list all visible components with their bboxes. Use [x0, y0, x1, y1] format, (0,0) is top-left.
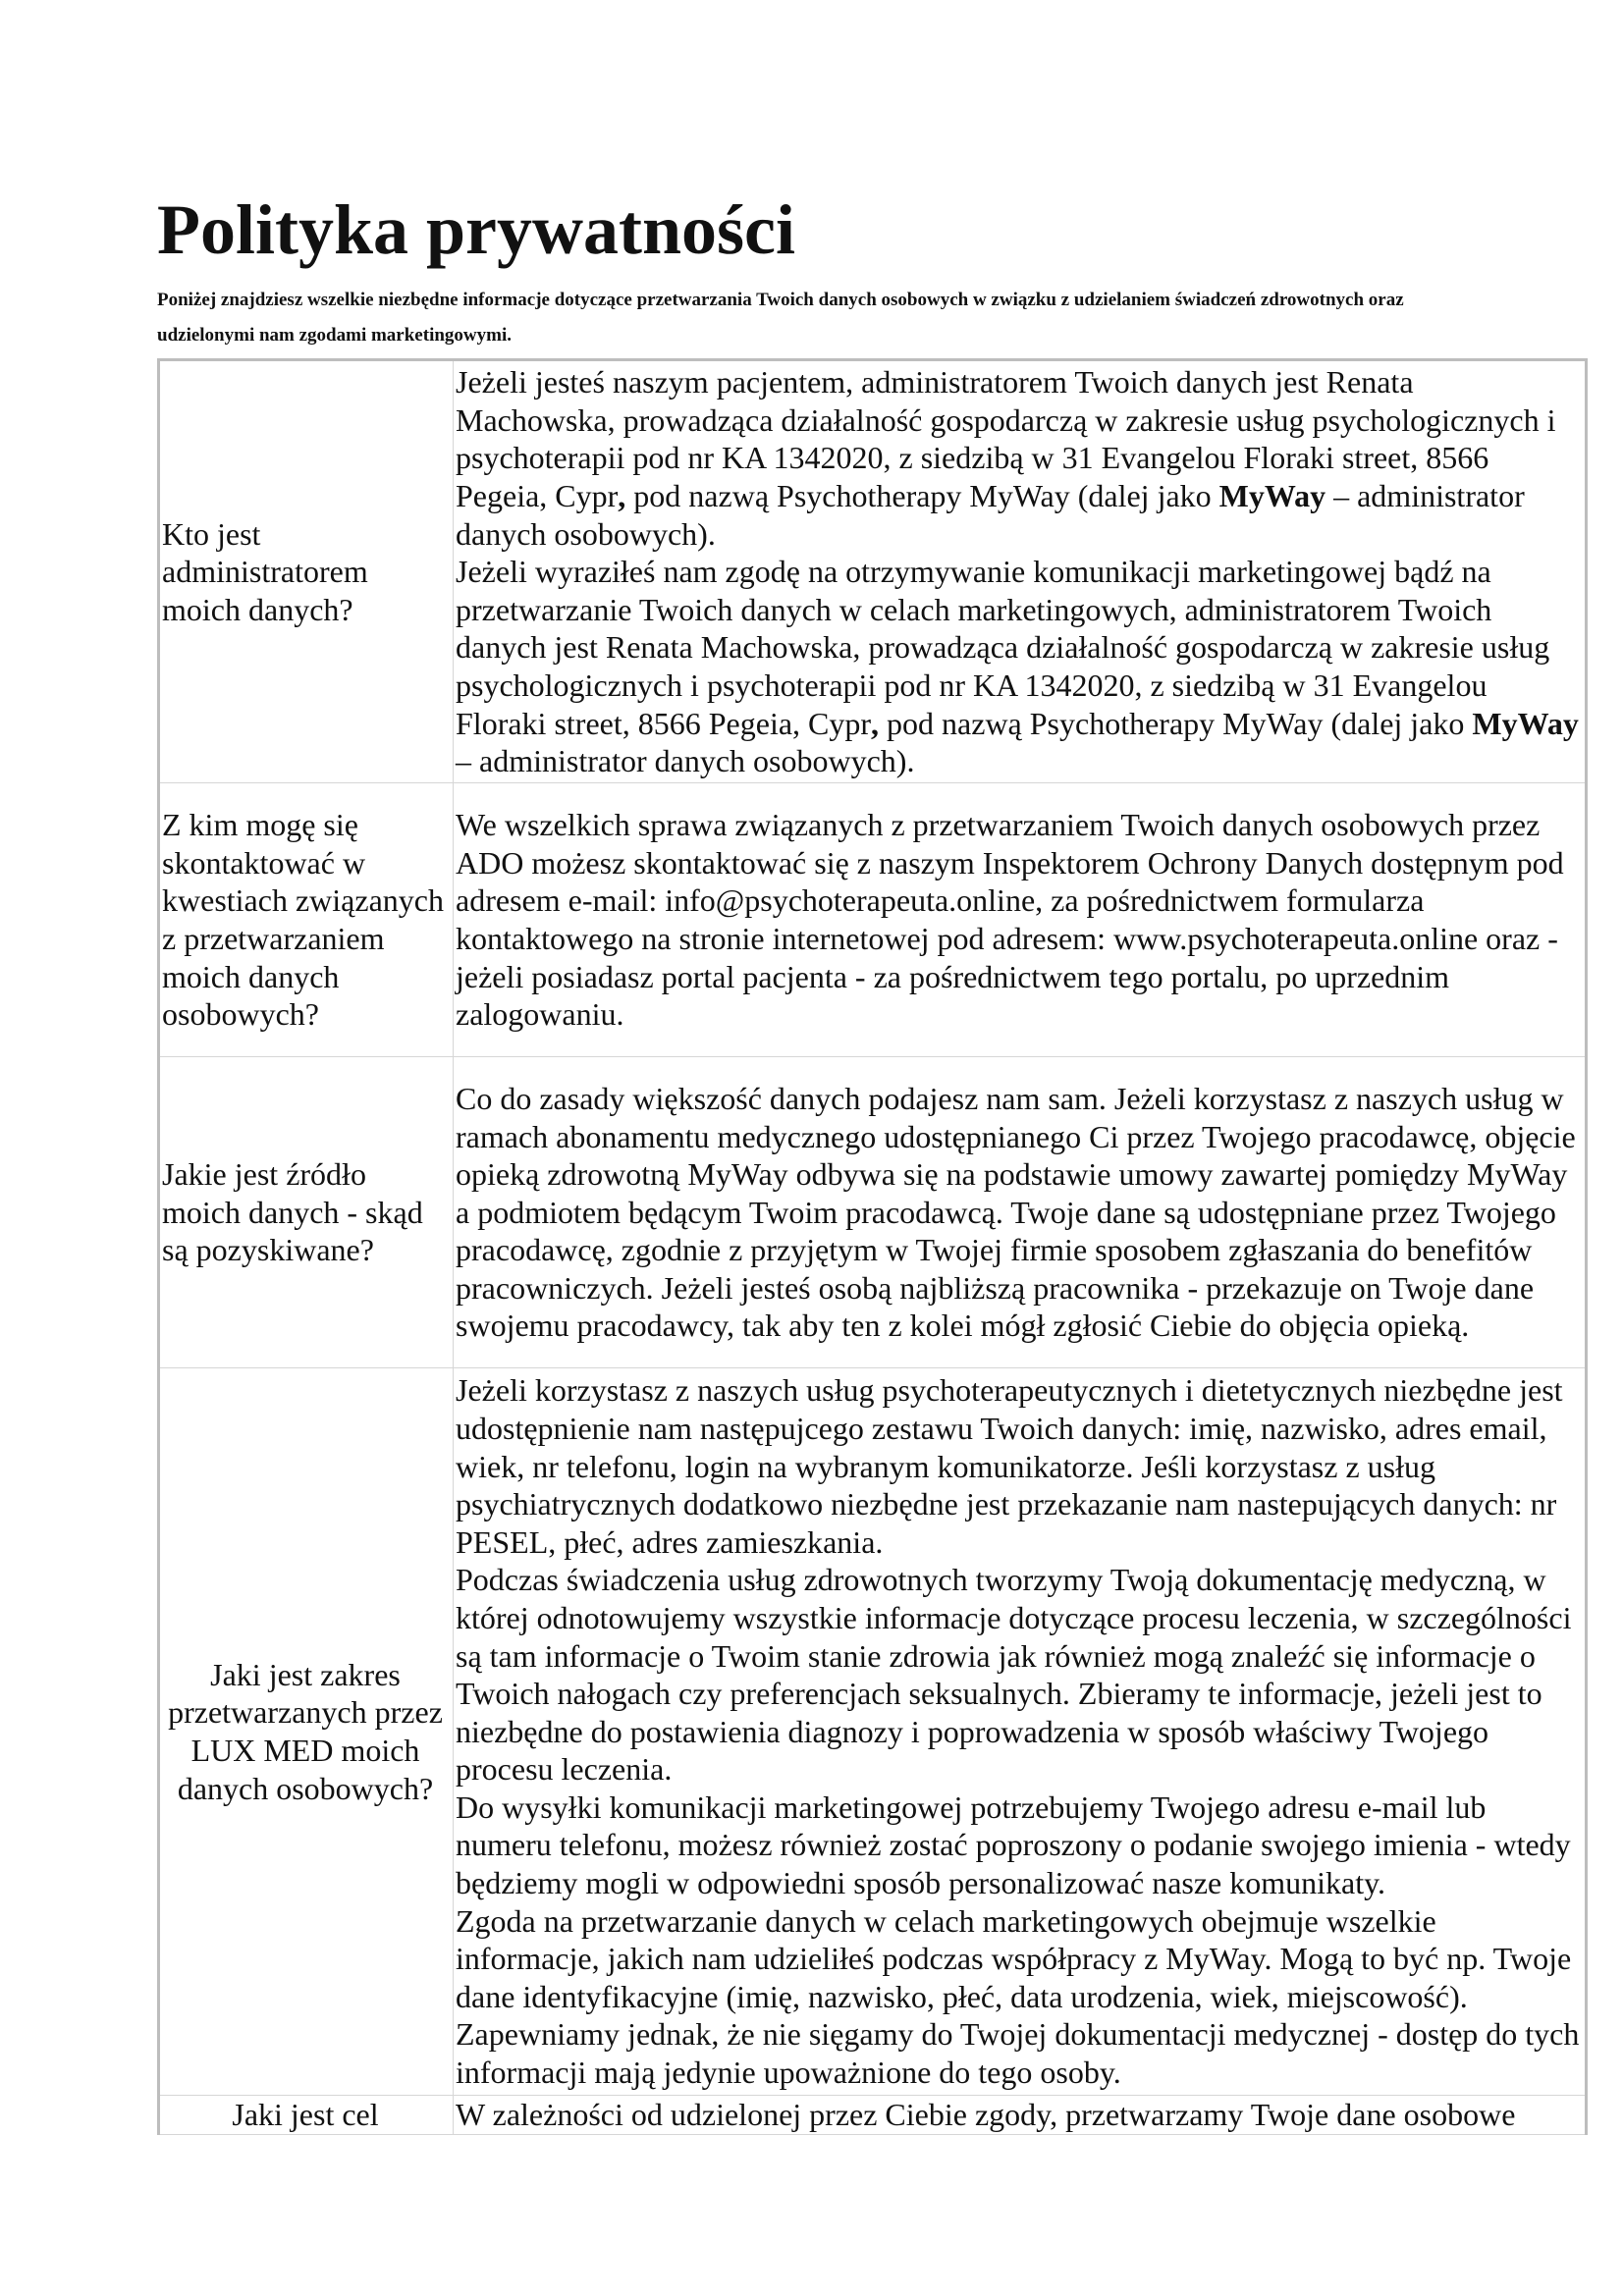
answer-cell: W zależności od udzielonej przez Ciebie zgody, przetwarzamy Twoje dane osobowe — [454, 2096, 1587, 2135]
table-row — [159, 2096, 1587, 2135]
document-header — [157, 187, 1587, 353]
answer-cell: Co do zasady większość danych podajesz nam sam. Jeżeli korzystasz z naszych usług w ramach abonamentu medycznego udostępnianego Ci przez Twojego pracodawcę, objęcie opieką zdrowotną MyWay odbywa się na podstawie umowy zawartej pomiędzy MyWay a podmiotem będącym Twoim pracodawcą. Twoje dane są udostępniane przez Twojego pracodawcę, zgodnie z przyjętym w Twojej firmie sposobem zgłaszania do benefitów pracowniczych. Jeżeli jesteś osobą najbliższą pracownika - przekazuje on Twoje dane swojemu pracodawcy, tak aby ten z kolei mógł zgłosić Ciebie do objęcia opieką. — [454, 1057, 1587, 1368]
table-row — [159, 1368, 1587, 2096]
table-row — [159, 360, 1587, 783]
question-cell: Jaki jest cel — [159, 2096, 454, 2135]
privacy-policy-table — [157, 358, 1588, 2135]
answer-cell — [454, 1368, 1587, 2096]
answer-paragraph: Jeżeli wyraziłeś nam zgodę na otrzymywanie komunikacji marketingowej bądź na przetwarzanie Twoich danych w celach marketingowych, administratorem Twoich danych jest Renata Machowska, prowadząca działalność gospodarczą w zakresie usług psychologicznych i psychoterapii pod nr KA 1342020, z siedzibą w 31 Evangelou Floraki street, 8566 Pegeia, Cypr, pod nazwą Psychotherapy MyWay (dalej jako MyWay – administrator danych osobowych). — [456, 554, 1579, 779]
answer-paragraph: Jeżeli jesteś naszym pacjentem, administratorem Twoich danych jest Renata Machowska, prowadząca działalność gospodarczą w zakresie usług psychologicznych i psychoterapii pod nr KA 1342020, z siedzibą w 31 Evangelou Floraki street, 8566 Pegeia, Cypr, pod nazwą Psychotherapy MyWay (dalej jako MyWay – administrator danych osobowych). — [456, 364, 1556, 552]
question-cell: Jakie jest źródło moich danych - skąd są pozyskiwane? — [159, 1057, 454, 1368]
answer-cell: We wszelkich sprawa związanych z przetwarzaniem Twoich danych osobowych przez ADO możesz skontaktować się z naszym Inspektorem Ochrony Danych dostępnym pod adresem e-mail: info@psychoterapeuta.online, za pośrednictwem formularza kontaktowego na stronie internetowej pod adresem: www.psychoterapeuta.online oraz - jeżeli posiadasz portal pacjenta - za pośrednictwem tego portalu, po uprzednim zalogowaniu. — [454, 783, 1587, 1057]
question-cell: Jaki jest zakres przetwarzanych przez LUX MED moich danych osobowych? — [159, 1368, 454, 2096]
intro-text: Poniżej znajdziesz wszelkie niezbędne informacje dotyczące przetwarzania Twoich danych osobowych w związku z udzielaniem świadczeń zdrowotnych oraz udzielonymi nam zgodami marketingowymi. — [157, 290, 1404, 346]
answer-paragraph: Jeżeli korzystasz z naszych usług psychoterapeutycznych i dietetycznych niezbędne jest udostępnienie nam następujcego zestawu Twoich danych: imię, nazwisko, adres email, wiek, nr telefonu, login na wybranym komunikatorze. Jeśli korzystasz z usług psychiatrycznych dodatkowo niezbędne jest przekazanie nam nastepujących danych: nr PESEL, płeć, adres zamieszkania. — [456, 1372, 1563, 1560]
table-row — [159, 1057, 1587, 1368]
table-row — [159, 783, 1587, 1057]
question-cell: Z kim mogę się skontaktować w kwestiach związanych z przetwarzaniem moich danych osobowych? — [159, 783, 454, 1057]
answer-paragraph: Podczas świadczenia usług zdrowotnych tworzymy Twoją dokumentację medyczną, w której odnotowujemy wszystkie informacje dotyczące procesu leczenia, w szczególności są tam informacje o Twoim stanie zdrowia jak również mogą znaleźć się informacje o Twoich nałogach czy preferencjach seksualnych. Zbieramy te informacje, jeżeli jest to niezbędne do postawienia diagnozy i poprowadzenia w sposób właściwy Twojego procesu leczenia. — [456, 1562, 1572, 1788]
answer-paragraph: Do wysyłki komunikacji marketingowej potrzebujemy Twojego adresu e-mail lub numeru telefonu, możesz również zostać poproszony o podanie swojego imienia - wtedy będziemy mogli w odpowiedni sposób personalizować nasze komunikaty. — [456, 1789, 1571, 1901]
page-title: Polityka prywatności — [157, 190, 796, 269]
question-cell: Kto jest administratorem moich danych? — [159, 360, 454, 783]
answer-cell — [454, 360, 1587, 783]
answer-paragraph: Zgoda na przetwarzanie danych w celach marketingowych obejmuje wszelkie informacje, jakich nam udzieliłeś podczas współpracy z MyWay. Mogą to być np. Twoje dane identyfikacyjne (imię, nazwisko, płeć, data urodzenia, wiek, miejscowość). Zapewniamy jednak, że nie sięgamy do Twojej dokumentacji medycznej - dostęp do tych informacji mają jedynie upoważnione do tego osoby. — [456, 1902, 1580, 2091]
